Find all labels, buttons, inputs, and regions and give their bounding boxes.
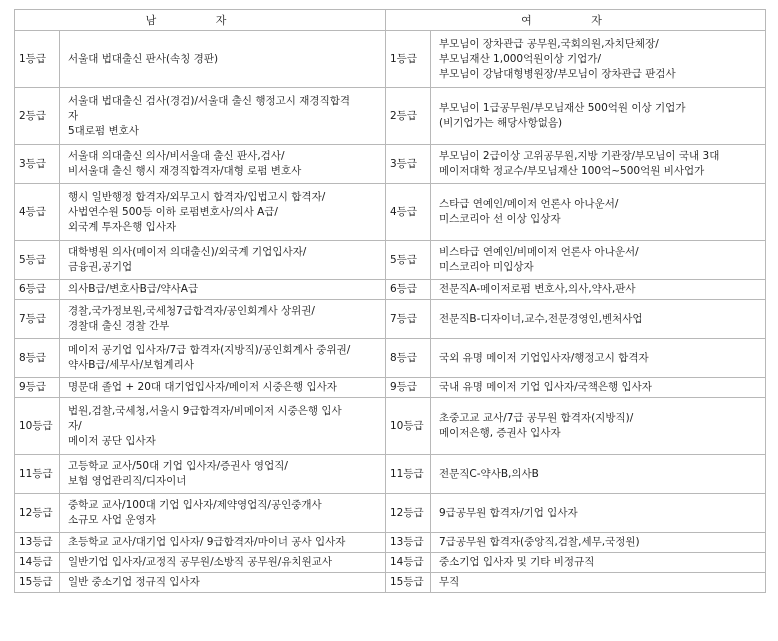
male-description-cell [60, 88, 386, 145]
female-grade-cell: 4등급 [386, 184, 431, 241]
description-line: 5대로펌 변호사 [68, 124, 139, 137]
description-line: 부모님이 2급이상 고위공무원,지방 기관장/부모님이 국내 3대 [439, 150, 720, 162]
female-description-cell [431, 300, 766, 339]
female-description-cell [431, 241, 766, 280]
table-row [15, 553, 766, 573]
description-line: 부모님이 1급공무원/부모님재산 500억원 이상 기업가 [439, 102, 686, 114]
description-line: 미스코리아 미입상자 [439, 261, 534, 273]
female-grade-cell: 9등급 [386, 378, 431, 398]
description-line: 사법연수원 500등 이하 로펌변호사/의사 A급/ [68, 205, 278, 218]
female-grade-cell: 8등급 [386, 339, 431, 378]
description-line: 국내 유명 메이저 기업 입사자/국책은행 입사자 [439, 381, 652, 393]
description-line: 약사B급/세무사/보험계리사 [68, 359, 194, 371]
description-line: 법원,검찰,국세청,서울시 9급합격자/비메이저 시중은행 입사 [68, 404, 342, 417]
female-description-cell [431, 280, 766, 300]
description-line: 보험 영업관리직/디자이너 [68, 475, 187, 487]
male-grade-cell: 3등급 [15, 145, 60, 184]
description-line: 행시 일반행정 합격자/외무고시 합격자/입법고시 합격자/ [68, 190, 326, 203]
description-line: 초중고교 교사/7급 공무원 합격자(지방직)/ [439, 412, 634, 424]
male-description-cell [60, 145, 386, 184]
description-line: 서울대 법대출신 판사(속칭 경판) [68, 52, 219, 65]
description-line: 메이저 공기업 입사자/7급 합격자(지방직)/공인회계사 중위권/ [68, 344, 351, 356]
table-row [15, 184, 766, 241]
description-line: 7급공무원 합격자(중앙직,검찰,세무,국정원) [439, 536, 640, 548]
female-grade-cell: 6등급 [386, 280, 431, 300]
male-header: 남 자 [15, 10, 386, 31]
description-line: 서울대 의대출신 의사/비서울대 출신 판사,검사/ [68, 150, 285, 162]
male-description-cell [60, 573, 386, 593]
male-grade-cell: 6등급 [15, 280, 60, 300]
male-description-cell [60, 455, 386, 494]
male-grade-cell: 15등급 [15, 573, 60, 593]
description-line: 경찰대 출신 경찰 간부 [68, 320, 170, 332]
female-description-cell [431, 533, 766, 553]
male-grade-cell: 5등급 [15, 241, 60, 280]
female-description-cell [431, 339, 766, 378]
male-description-cell [60, 398, 386, 455]
table-row [15, 573, 766, 593]
female-description-cell [431, 455, 766, 494]
description-line: 부모님이 강남대형병원장/부모님이 장차관급 판검사 [439, 67, 676, 80]
table-row [15, 31, 766, 88]
male-grade-cell: 12등급 [15, 494, 60, 533]
male-description-cell [60, 533, 386, 553]
male-grade-cell: 13등급 [15, 533, 60, 553]
male-description-cell [60, 31, 386, 88]
male-grade-cell: 4등급 [15, 184, 60, 241]
description-line: 중소기업 입사자 및 기타 비정규직 [439, 556, 595, 568]
table-row [15, 378, 766, 398]
description-line: 전문직B-디자이너,교수,전문경영인,벤처사업 [439, 312, 643, 325]
female-grade-cell: 12등급 [386, 494, 431, 533]
description-line: 금융권,공기업 [68, 261, 133, 273]
description-line: 비서울대 출신 행시 재경직합격자/대형 로펌 변호사 [68, 165, 302, 177]
description-line: 스타급 연예인/메이저 언론사 아나운서/ [439, 198, 619, 210]
table-row [15, 88, 766, 145]
male-grade-cell: 7등급 [15, 300, 60, 339]
description-line: 외국계 투자은행 입사자 [68, 220, 177, 233]
female-grade-cell: 2등급 [386, 88, 431, 145]
description-line: 국외 유명 메이저 기업입사자/행정고시 합격자 [439, 351, 649, 364]
description-line: 자 [68, 109, 79, 122]
female-description-cell [431, 31, 766, 88]
description-line: 고등학교 교사/50대 기업 입사자/증권사 영업직/ [68, 460, 288, 472]
description-line: 소규모 사업 운영자 [68, 514, 156, 526]
description-line: 미스코리아 선 이상 입상자 [439, 213, 561, 225]
female-grade-cell: 1등급 [386, 31, 431, 88]
description-line: 부모님이 장차관급 공무원,국회의원,자치단체장/ [439, 37, 659, 50]
female-header: 여 자 [386, 10, 766, 31]
description-line: 일반기업 입사자/교정직 공무원/소방직 공무원/유치원교사 [68, 556, 333, 568]
description-line: 메이저은행, 증권사 입사자 [439, 427, 561, 439]
male-grade-cell: 2등급 [15, 88, 60, 145]
female-description-cell [431, 398, 766, 455]
female-description-cell [431, 378, 766, 398]
female-grade-cell: 5등급 [386, 241, 431, 280]
female-description-cell [431, 494, 766, 533]
description-line: 서울대 법대출신 검사(경검)/서울대 출신 행정고시 재경직합격 [68, 94, 350, 107]
description-line: 무직 [439, 576, 460, 588]
male-description-cell [60, 494, 386, 533]
table-row [15, 533, 766, 553]
description-line: 명문대 졸업 + 20대 대기업입사자/메이저 시중은행 입사자 [68, 381, 337, 393]
female-description-cell [431, 88, 766, 145]
description-line: 의사B급/변호사B급/약사A급 [68, 283, 199, 295]
female-grade-cell: 7등급 [386, 300, 431, 339]
female-grade-cell: 10등급 [386, 398, 431, 455]
male-description-cell [60, 280, 386, 300]
male-grade-cell: 1등급 [15, 31, 60, 88]
male-grade-cell: 9등급 [15, 378, 60, 398]
description-line: 일반 중소기업 정규직 입사자 [68, 576, 200, 588]
description-line: 자/ [68, 419, 82, 432]
description-line: 메이저 공단 입사자 [68, 434, 156, 447]
table-row [15, 398, 766, 455]
female-description-cell [431, 573, 766, 593]
male-description-cell [60, 300, 386, 339]
description-line: 대학병원 의사(메이저 의대출신)/외국계 기업입사자/ [68, 246, 307, 258]
description-line: 전문직C-약사B,의사B [439, 467, 539, 480]
table-row [15, 455, 766, 494]
female-grade-cell: 13등급 [386, 533, 431, 553]
description-line: 경찰,국가정보원,국세청7급합격자/공인회계사 상위권/ [68, 305, 315, 317]
description-line: 초등학교 교사/대기업 입사자/ 9급합격자/마이너 공사 입사자 [68, 536, 346, 548]
male-grade-cell: 8등급 [15, 339, 60, 378]
table-row [15, 494, 766, 533]
description-line: (비기업가는 해당사항없음) [439, 117, 563, 129]
description-line: 중학교 교사/100대 기업 입사자/제약영업직/공인중개사 [68, 499, 322, 511]
male-grade-cell: 14등급 [15, 553, 60, 573]
male-description-cell [60, 241, 386, 280]
male-description-cell [60, 378, 386, 398]
table-row [15, 145, 766, 184]
description-line: 비스타급 연예인/비메이저 언론사 아나운서/ [439, 246, 639, 258]
ranking-table [14, 9, 766, 593]
female-grade-cell: 3등급 [386, 145, 431, 184]
description-line: 메이저대학 정교수/부모님재산 100억~500억원 비사업가 [439, 165, 705, 177]
table-row [15, 241, 766, 280]
male-description-cell [60, 553, 386, 573]
description-line: 부모님재산 1,000억원이상 기업가/ [439, 52, 601, 65]
female-description-cell [431, 184, 766, 241]
table-row [15, 280, 766, 300]
table-row [15, 339, 766, 378]
male-grade-cell: 10등급 [15, 398, 60, 455]
male-description-cell [60, 339, 386, 378]
header-row [15, 10, 766, 31]
female-grade-cell: 11등급 [386, 455, 431, 494]
female-description-cell [431, 553, 766, 573]
male-grade-cell: 11등급 [15, 455, 60, 494]
female-grade-cell: 14등급 [386, 553, 431, 573]
male-description-cell [60, 184, 386, 241]
table-row [15, 300, 766, 339]
female-description-cell [431, 145, 766, 184]
female-grade-cell: 15등급 [386, 573, 431, 593]
description-line: 전문직A-메이저로펌 변호사,의사,약사,판사 [439, 283, 636, 295]
description-line: 9급공무원 합격자/기업 입사자 [439, 506, 578, 519]
